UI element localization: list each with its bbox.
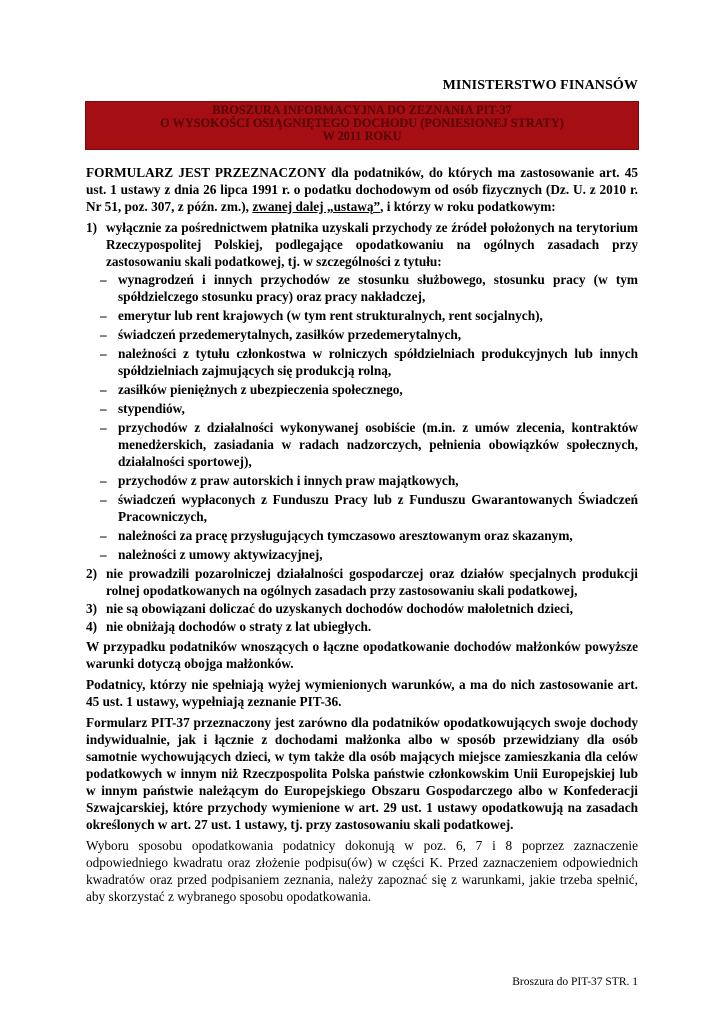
banner-line-3: W 2011 ROKU [322, 129, 402, 143]
list-item: – należności za pracę przysługujących tymczasowo aresztowanym oraz skazanym, [86, 527, 638, 544]
spouses-paragraph: W przypadku podatników wnoszących o łączne opodatkowanie dochodów małżonków powyższe warunki dotyczą obojga małżonków. [86, 639, 638, 671]
condition-number: 2) [86, 566, 98, 581]
condition-text: wyłącznie za pośrednictwem płatnika uzyskali przychody ze źródeł położonych na terytorium Rzeczypospolitej Polskiej, podlegające opodatkowaniu na ogólnych zasadach przy zastosowaniu skali podatkowej, tj. w szczególności z tytułu: [106, 220, 638, 269]
condition-number: 4) [86, 619, 98, 634]
dash-bullet: – [100, 327, 107, 342]
list-item: – wynagrodzeń i innych przychodów ze stosunku służbowego, stosunku pracy (w tym spółdzielczego stosunku pracy) oraz pracy nakładczej, [86, 271, 638, 305]
list-item: – świadczeń wypłaconych z Funduszu Pracy lub z Funduszu Gwarantowanych Świadczeń Pracowniczych, [86, 491, 638, 525]
list-item: – przychodów z praw autorskich i innych praw majątkowych, [86, 472, 638, 489]
dash-bullet: – [100, 547, 107, 562]
condition-number: 3) [86, 601, 98, 616]
condition-text: nie obniżają dochodów o straty z lat ubiegłych. [106, 619, 372, 634]
condition-item [86, 219, 638, 270]
page-footer: Broszura do PIT-37 STR. 1 [512, 976, 638, 988]
condition-item [86, 618, 638, 635]
dash-bullet: – [100, 528, 107, 543]
income-sources-list [86, 271, 638, 563]
pit36-paragraph: Podatnicy, którzy nie spełniają wyżej wymienionych warunków, a ma do nich zastosowanie art. 45 ust. 1 ustawy, wypełniają zeznanie PIT-36. [86, 677, 638, 709]
intro-paragraph [86, 164, 638, 215]
dash-bullet: – [100, 308, 107, 323]
intro-underlined: zwanej dalej „ustawą” [252, 199, 381, 214]
intro-lead: FORMULARZ JEST PRZEZNACZONY [86, 165, 326, 180]
banner-line-1: BROSZURA INFORMACYJNA DO ZEZNANIA PIT-37 [212, 103, 512, 117]
condition-number: 1) [86, 220, 98, 235]
list-item: – stypendiów, [86, 400, 638, 417]
condition-item [86, 565, 638, 599]
taxation-choice-paragraph: Wyboru sposobu opodatkowania podatnicy dokonują w poz. 6, 7 i 8 poprzez zaznaczenie odpowiedniego kwadratu oraz złożenie podpisu(ów) w części K. Przed zaznaczeniem odpowiednich kwadratów oraz przed podpisaniem zeznania, należy zapoznać się z warunkami, jakie trzeba spełnić, aby skorzystać z wybranego sposobu opodatkowania. [86, 838, 638, 904]
list-item: – należności z tytułu członkostwa w rolniczych spółdzielniach produkcyjnych lub innych spółdzielniach zajmujących się produkcją rolną, [86, 345, 638, 379]
dash-bullet: – [100, 346, 107, 361]
dash-bullet: – [100, 420, 107, 435]
list-item: – zasiłków pieniężnych z ubezpieczenia społecznego, [86, 381, 638, 398]
dash-bullet: – [100, 272, 107, 287]
ministry-name: MINISTERSTWO FINANSÓW [442, 78, 638, 93]
condition-text: nie prowadzili pozarolniczej działalności gospodarczej oraz działów specjalnych produkcji rolnej opodatkowanych na ogólnych zasadach przy zastosowaniu skali podatkowej, [106, 566, 638, 598]
dash-bullet: – [100, 473, 107, 488]
dash-bullet: – [100, 401, 107, 416]
condition-text: nie są obowiązani doliczać do uzyskanych dochodów dochodów małoletnich dzieci, [106, 601, 573, 616]
banner-line-2: O WYSOKOŚCI OSIĄGNIĘTEGO DOCHODU (PONIESIONEJ STRATY) [160, 116, 564, 130]
pit37-paragraph: Formularz PIT-37 przeznaczony jest zarówno dla podatników opodatkowujących swoje dochody indywidualnie, jak i łącznie z dochodami małżonka albo w sposób przewidziany dla osób samotnie wychowujących dzieci, w tym także dla osób mających miejsce zamieszkania dla celów podatkowych w innym niż Rzeczpospolita Polska państwie członkowskim Unii Europejskiej lub w innym państwie należącym do Europejskiego Obszaru Gospodarczego albo w Konfederacji Szwajcarskiej, które przychody wymienione w art. 29 ust. 1 ustawy opodatkowują na zasadach określonych w art. 27 ust. 1 ustawy, tj. przy zastosowaniu skali podatkowej. [86, 715, 638, 832]
dash-bullet: – [100, 492, 107, 507]
list-item: – przychodów z działalności wykonywanej osobiście (m.in. z umów zlecenia, kontraktów menedżerskich, zasiadania w radach nadzorczych, pełnienia obowiązków społecznych, działalności sportowej), [86, 419, 638, 470]
list-item: – świadczeń przedemerytalnych, zasiłków przedemerytalnych, [86, 326, 638, 343]
document-body [86, 164, 638, 909]
title-banner [86, 102, 638, 149]
list-item: – emerytur lub rent krajowych (w tym rent strukturalnych, rent socjalnych), [86, 307, 638, 324]
intro-tail: , i którzy w roku podatkowym: [380, 199, 556, 214]
list-item: – należności z umowy aktywizacyjnej, [86, 546, 638, 563]
condition-item [86, 600, 638, 617]
intro-text: dla podatników, do których ma zastosowanie art. 45 ust. 1 ustawy z dnia 26 lipca 1991 r. o podatku dochodowym od osób fizycznych (Dz. U. z 2010 r. Nr 51, poz. 307, z późn. zm.), [86, 165, 638, 214]
dash-bullet: – [100, 382, 107, 397]
